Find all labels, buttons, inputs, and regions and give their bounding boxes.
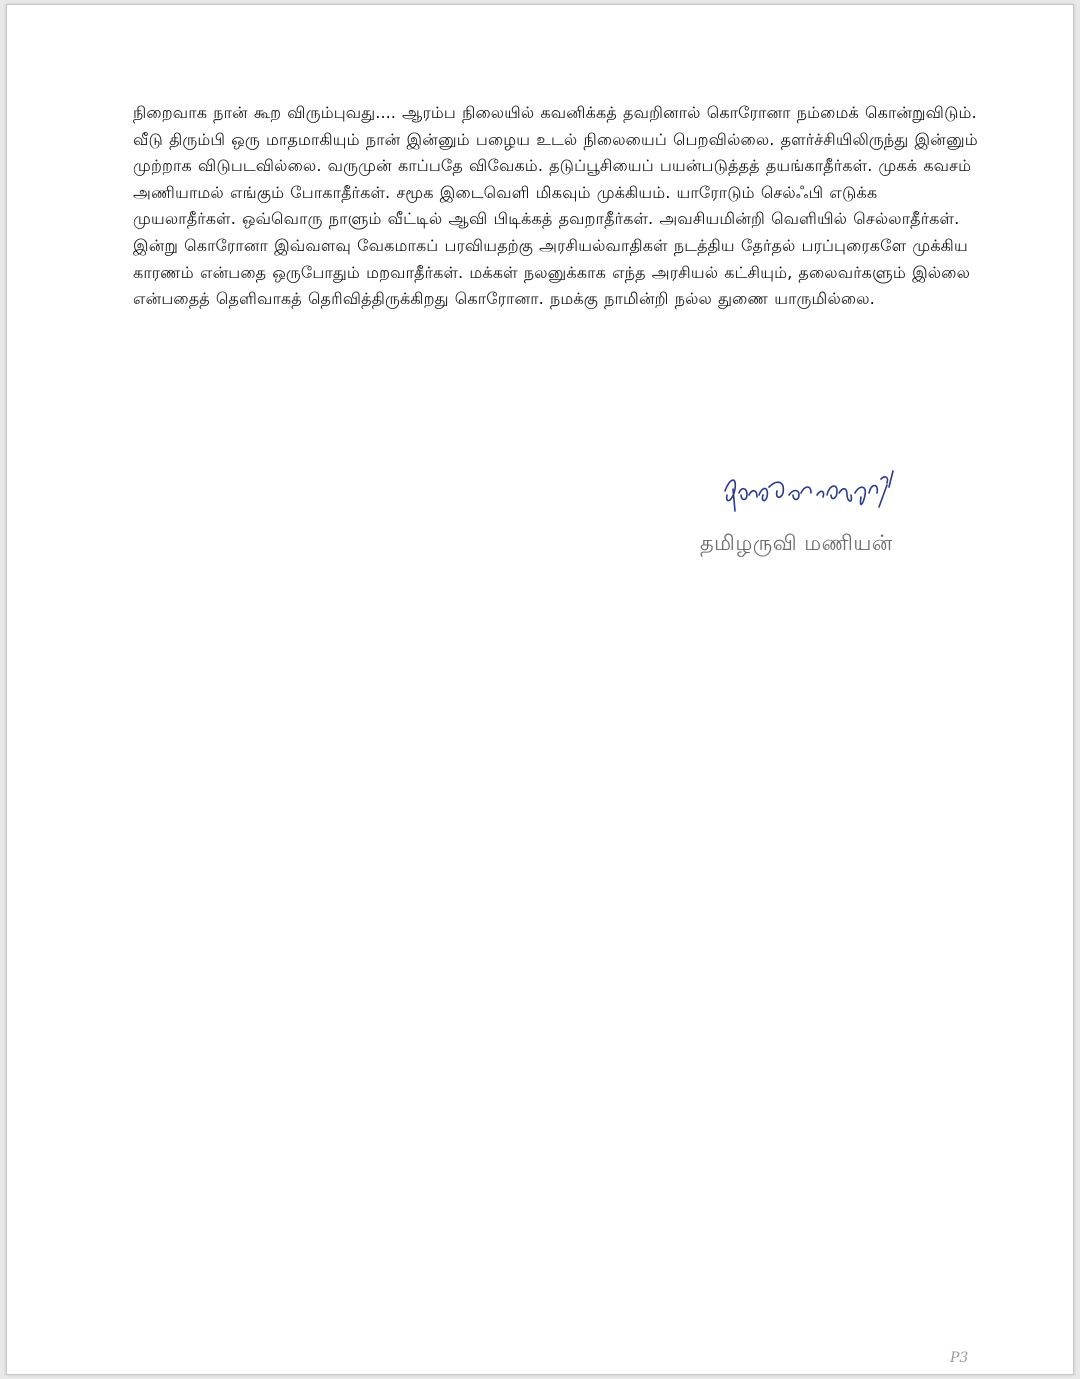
- body-paragraph: நிறைவாக நான் கூற விரும்புவது.... ஆரம்ப நிலையில் கவனிக்கத் தவறினால் கொரோனா நம்மைக் கொன்றுவிடும். வீடு திரும்பி ஒரு மாதமாகியும் நான் இன்னும் பழைய உடல் நிலையைப் பெறவில்லை. தளர்ச்சியிலிருந்து இன்னும் முற்றாக விடுபடவில்லை. வருமுன் காப்பதே விவேகம். தடுப்பூசியைப் பயன்படுத்தத் தயங்காதீர்கள். முகக் கவசம் அணியாமல் எங்கும் போகாதீர்கள். சமூக இடைவெளி மிகவும் முக்கியம். யாரோடும் செல்ஃபி எடுக்க முயலாதீர்கள். ஒவ்வொரு நாளும் வீட்டில் ஆவி பிடிக்கத் தவறாதீர்கள். அவசியமின்றி வெளியில் செல்லாதீர்கள். இன்று கொரோனா இவ்வளவு வேகமாகப் பரவியதற்கு அரசியல்வாதிகள் நடத்திய தேர்தல் பரப்புரைகளே முக்கிய காரணம் என்பதை ஒருபோதும் மறவாதீர்கள். மக்கள் நலனுக்காக எந்த அரசியல் கட்சியும், தலைவர்களும் இல்லை என்பதைத் தெளிவாகத் தெரிவித்திருக்கிறது கொரோனா. நமக்கு நாமின்றி நல்ல துணை யாருமில்லை.: [133, 103, 978, 309]
- document-page: [6, 4, 1074, 1375]
- handwritten-signature: [719, 465, 909, 517]
- page-number: P3: [950, 1350, 969, 1366]
- author-name: தமிழருவி மணியன்: [700, 531, 893, 555]
